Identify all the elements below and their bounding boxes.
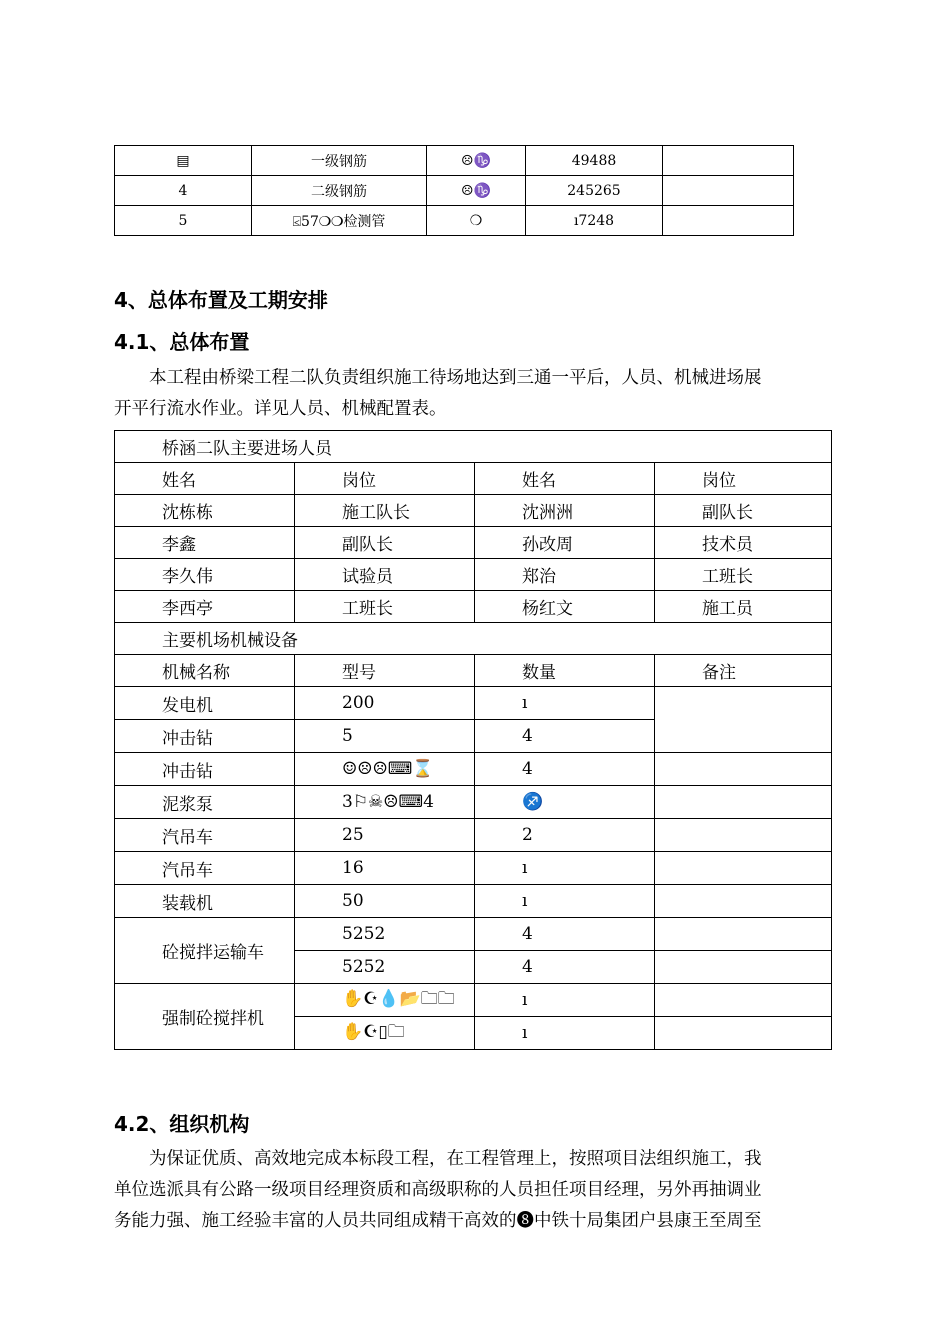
table-cell: ☹♑ [427, 176, 526, 206]
machine-title: 主要机场机械设备 [115, 623, 832, 655]
paragraph-line: 为保证优质、高效地完成本标段工程，在工程管理上，按照项目法组织施工，我 [149, 1149, 762, 1169]
table-row [115, 623, 832, 655]
table-row [115, 984, 832, 1017]
remark-cell [655, 786, 832, 819]
table-cell: 25 [295, 819, 475, 852]
section-4-title: 4、总体布置及工期安排 [114, 288, 328, 312]
table-cell: 二级钢筋 [252, 176, 427, 206]
table-cell: 3⚐☠☹⌨4 [295, 786, 475, 819]
materials-table [114, 145, 794, 236]
remark-cell [655, 951, 832, 984]
header-cell: 数量 [475, 655, 655, 687]
table-cell: 郑治 [475, 559, 655, 591]
table-cell: 技术员 [655, 527, 832, 559]
table-cell: ⍃57❍❍检测管 [252, 206, 427, 236]
section-4-1-paragraph [114, 363, 838, 425]
table-row [115, 559, 832, 591]
table-row [115, 527, 832, 559]
table-cell: 副队长 [655, 495, 832, 527]
table-cell: 副队长 [295, 527, 475, 559]
header-cell: 岗位 [655, 463, 832, 495]
header-cell: 姓名 [475, 463, 655, 495]
header-cell: 姓名 [115, 463, 295, 495]
table-cell: 砼搅拌运输车 [115, 918, 295, 984]
paragraph-line: 本工程由桥梁工程二队负责组织施工待场地达到三通一平后，人员、机械进场展 [149, 368, 762, 388]
table-cell [663, 176, 794, 206]
table-cell: 4 [475, 753, 655, 786]
table-cell: 沈栋栋 [115, 495, 295, 527]
remark-cell [655, 1017, 832, 1050]
table-cell [663, 146, 794, 176]
table-cell: ı [475, 1017, 655, 1050]
table-cell: 5252 [295, 951, 475, 984]
personnel-title: 桥涵二队主要进场人员 [115, 431, 832, 463]
table-cell: ı [475, 984, 655, 1017]
table-cell: 5252 [295, 918, 475, 951]
table-cell: 试验员 [295, 559, 475, 591]
table-cell [663, 206, 794, 236]
table-cell: ı [475, 885, 655, 918]
remark-cell [655, 819, 832, 852]
table-cell: 强制砼搅拌机 [115, 984, 295, 1050]
table-row [115, 463, 832, 495]
table-row [115, 206, 794, 236]
table-row [115, 885, 832, 918]
table-cell: 冲击钻 [115, 753, 295, 786]
table-cell: 5 [295, 720, 475, 753]
table-cell: 施工队长 [295, 495, 475, 527]
table-cell: ı [475, 852, 655, 885]
table-row [115, 176, 794, 206]
table-cell: 李鑫 [115, 527, 295, 559]
table-cell: 施工员 [655, 591, 832, 623]
table-row [115, 852, 832, 885]
table-cell: 装载机 [115, 885, 295, 918]
table-cell: ✋☪💧📂🗀🗀 [295, 984, 475, 1017]
table-cell: ı7248 [526, 206, 663, 236]
table-row [115, 591, 832, 623]
table-row [115, 786, 832, 819]
table-row [115, 655, 832, 687]
table-cell: 李西亭 [115, 591, 295, 623]
section-4-2-paragraph [114, 1144, 838, 1237]
table-row [115, 495, 832, 527]
table-cell: 200 [295, 687, 475, 720]
paragraph-line: 务能力强、施工经验丰富的人员共同组成精干高效的❽中铁十局集团户县康王至周至 [114, 1211, 762, 1231]
table-cell: 245265 [526, 176, 663, 206]
section-4-2-title: 4.2、组织机构 [114, 1112, 250, 1136]
remark-cell [655, 885, 832, 918]
table-cell: 孙改周 [475, 527, 655, 559]
table-cell: 4 [475, 720, 655, 753]
header-cell: 型号 [295, 655, 475, 687]
table-row [115, 819, 832, 852]
remark-cell [655, 753, 832, 786]
table-cell: 2 [475, 819, 655, 852]
table-row [115, 146, 794, 176]
table-cell: 李久伟 [115, 559, 295, 591]
table-row [115, 918, 832, 951]
table-cell: 一级钢筋 [252, 146, 427, 176]
remark-cell [655, 852, 832, 885]
table-cell: 泥浆泵 [115, 786, 295, 819]
table-cell: 发电机 [115, 687, 295, 720]
remark-cell [655, 918, 832, 951]
table-cell: ı [475, 687, 655, 720]
remark-cell [655, 984, 832, 1017]
table-cell: 冲击钻 [115, 720, 295, 753]
remark-cell [655, 687, 832, 753]
header-cell: 备注 [655, 655, 832, 687]
table-cell: 49488 [526, 146, 663, 176]
table-cell: ♐ [475, 786, 655, 819]
section-4-1-title: 4.1、总体布置 [114, 330, 250, 354]
table-row [115, 753, 832, 786]
table-row [115, 687, 832, 720]
table-cell: 杨红文 [475, 591, 655, 623]
table-cell: ▤ [115, 146, 252, 176]
paragraph-line: 单位选派具有公路一级项目经理资质和高级职称的人员担任项目经理，另外再抽调业 [114, 1180, 762, 1200]
table-cell: ☹♑ [427, 146, 526, 176]
table-cell: 4 [115, 176, 252, 206]
table-cell: 4 [475, 951, 655, 984]
table-cell: 汽吊车 [115, 852, 295, 885]
table-cell: 工班长 [295, 591, 475, 623]
table-cell: 工班长 [655, 559, 832, 591]
table-cell: ❍ [427, 206, 526, 236]
header-cell: 岗位 [295, 463, 475, 495]
personnel-machinery-table [114, 430, 832, 1050]
table-cell: 沈洲洲 [475, 495, 655, 527]
table-cell: 4 [475, 918, 655, 951]
table-cell: 16 [295, 852, 475, 885]
table-cell: 5 [115, 206, 252, 236]
table-cell: 50 [295, 885, 475, 918]
table-cell: ☺☹☹⌨⌛ [295, 753, 475, 786]
paragraph-line: 开平行流水作业。详见人员、机械配置表。 [114, 399, 447, 419]
table-cell: 汽吊车 [115, 819, 295, 852]
table-cell: ✋☪▯🗀 [295, 1017, 475, 1050]
header-cell: 机械名称 [115, 655, 295, 687]
table-row [115, 431, 832, 463]
